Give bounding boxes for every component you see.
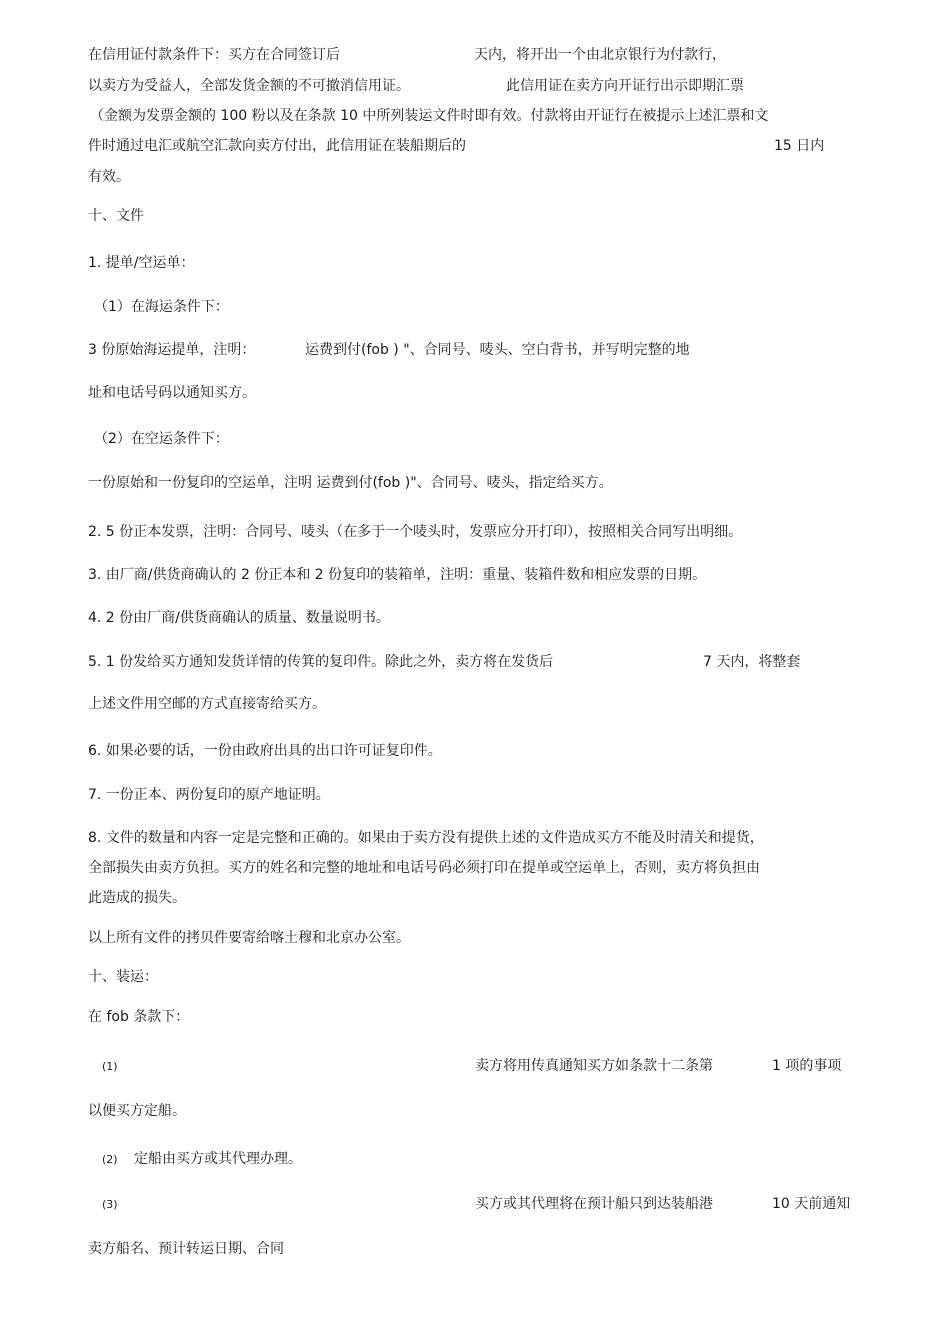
- doc-item-1-sub-1-text-c: 址和电话号码以通知买方。: [88, 385, 256, 401]
- payment-line-4b: 15 日内: [774, 138, 825, 154]
- payment-line-1a: 在信用证付款条件下：买方在合同签订后: [88, 47, 340, 63]
- doc-item-5c: 上述文件用空邮的方式直接寄给买方。: [88, 696, 326, 712]
- shipping-fob-terms: 在 fob 条款下：: [88, 1009, 190, 1025]
- shipping-item-1-text-c: 以便买方定船。: [88, 1103, 186, 1119]
- doc-item-7: 7. 一份正本、两份复印的原产地证明。: [88, 787, 330, 803]
- payment-line-3: （金额为发票金额的 100 粉以及在条款 10 中所列装运文件时即有效。付款将由开证行在被提示上述汇票和文: [90, 108, 769, 124]
- shipping-item-3-text-c: 卖方船名、预计转运日期、合同: [88, 1241, 284, 1257]
- shipping-heading: 十、装运：: [88, 969, 158, 985]
- doc-item-1-sub-2: （2）在空运条件下：: [94, 431, 229, 447]
- doc-item-5a: 5. 1 份发给买方通知发货详情的传箕的复印件。除此之外，卖方将在发货后: [88, 654, 554, 670]
- payment-line-2b: 此信用证在卖方向开证行出示即期汇票: [506, 78, 744, 94]
- doc-item-6: 6. 如果必要的话，一份由政府出具的出口许可证复印件。: [88, 743, 442, 759]
- doc-item-8b: 全部损失由卖方负担。买方的姓名和完整的地址和电话号码必须打印在提单或空运单上，否则，卖方将负担由: [88, 860, 760, 876]
- doc-item-1-sub-1-text-b: 运费到付(fob ) "、合同号、唛头、空白背书，并写明完整的地: [305, 342, 690, 358]
- doc-item-1-sub-1-text-a: 3 份原始海运提单，注明：: [88, 342, 256, 358]
- copies-note: 以上所有文件的拷贝件要寄给喀土穆和北京办公室。: [88, 930, 410, 946]
- doc-item-4: 4. 2 份由厂商/供货商确认的质量、数量说明书。: [88, 610, 390, 626]
- doc-item-5b: 7 天内，将整套: [703, 654, 801, 670]
- shipping-item-3-number: (3): [102, 1198, 118, 1211]
- shipping-item-2-number: (2): [102, 1153, 118, 1166]
- payment-line-5: 有效。: [88, 169, 130, 185]
- shipping-item-1-text-a: 卖方将用传真通知买方如条款十二条第: [475, 1058, 713, 1074]
- shipping-item-2-text: 定船由买方或其代理办理。: [134, 1151, 302, 1167]
- doc-item-8a: 8. 文件的数量和内容一定是完整和正确的。如果由于卖方没有提供上述的文件造成买方不能及时清关和提货，: [88, 830, 764, 846]
- payment-line-1b: 天内，将开出一个由北京银行为付款行，: [474, 47, 726, 63]
- shipping-item-1-text-b: 1 项的事项: [772, 1058, 842, 1074]
- shipping-item-3-text-a: 买方或其代理将在预计船只到达装船港: [475, 1196, 713, 1212]
- payment-line-4a: 件时通过电汇或航空汇款向卖方付出，此信用证在装船期后的: [88, 138, 466, 154]
- doc-item-3: 3. 由厂商/供货商确认的 2 份正本和 2 份复印的装箱单，注明：重量、装箱件数和相应发票的日期。: [88, 567, 707, 583]
- shipping-item-3-text-b: 10 天前通知: [772, 1196, 851, 1212]
- shipping-item-1-number: (1): [102, 1060, 118, 1073]
- doc-item-1-sub-1: （1）在海运条件下：: [94, 299, 229, 315]
- documents-heading: 十、文件: [88, 208, 144, 224]
- doc-item-8c: 此造成的损失。: [88, 890, 186, 906]
- doc-item-1: 1. 提单/空运单：: [88, 255, 195, 271]
- doc-item-1-sub-2-text: 一份原始和一份复印的空运单，注明 运费到付(fob )"、合同号、唛头，指定给买方。: [88, 475, 613, 491]
- payment-line-2a: 以卖方为受益人，全部发货金额的不可撤消信用证。: [88, 78, 410, 94]
- doc-item-2: 2. 5 份正本发票，注明：合同号、唛头（在多于一个唛头时，发票应分开打印），按照相关合同写出明细。: [88, 524, 743, 540]
